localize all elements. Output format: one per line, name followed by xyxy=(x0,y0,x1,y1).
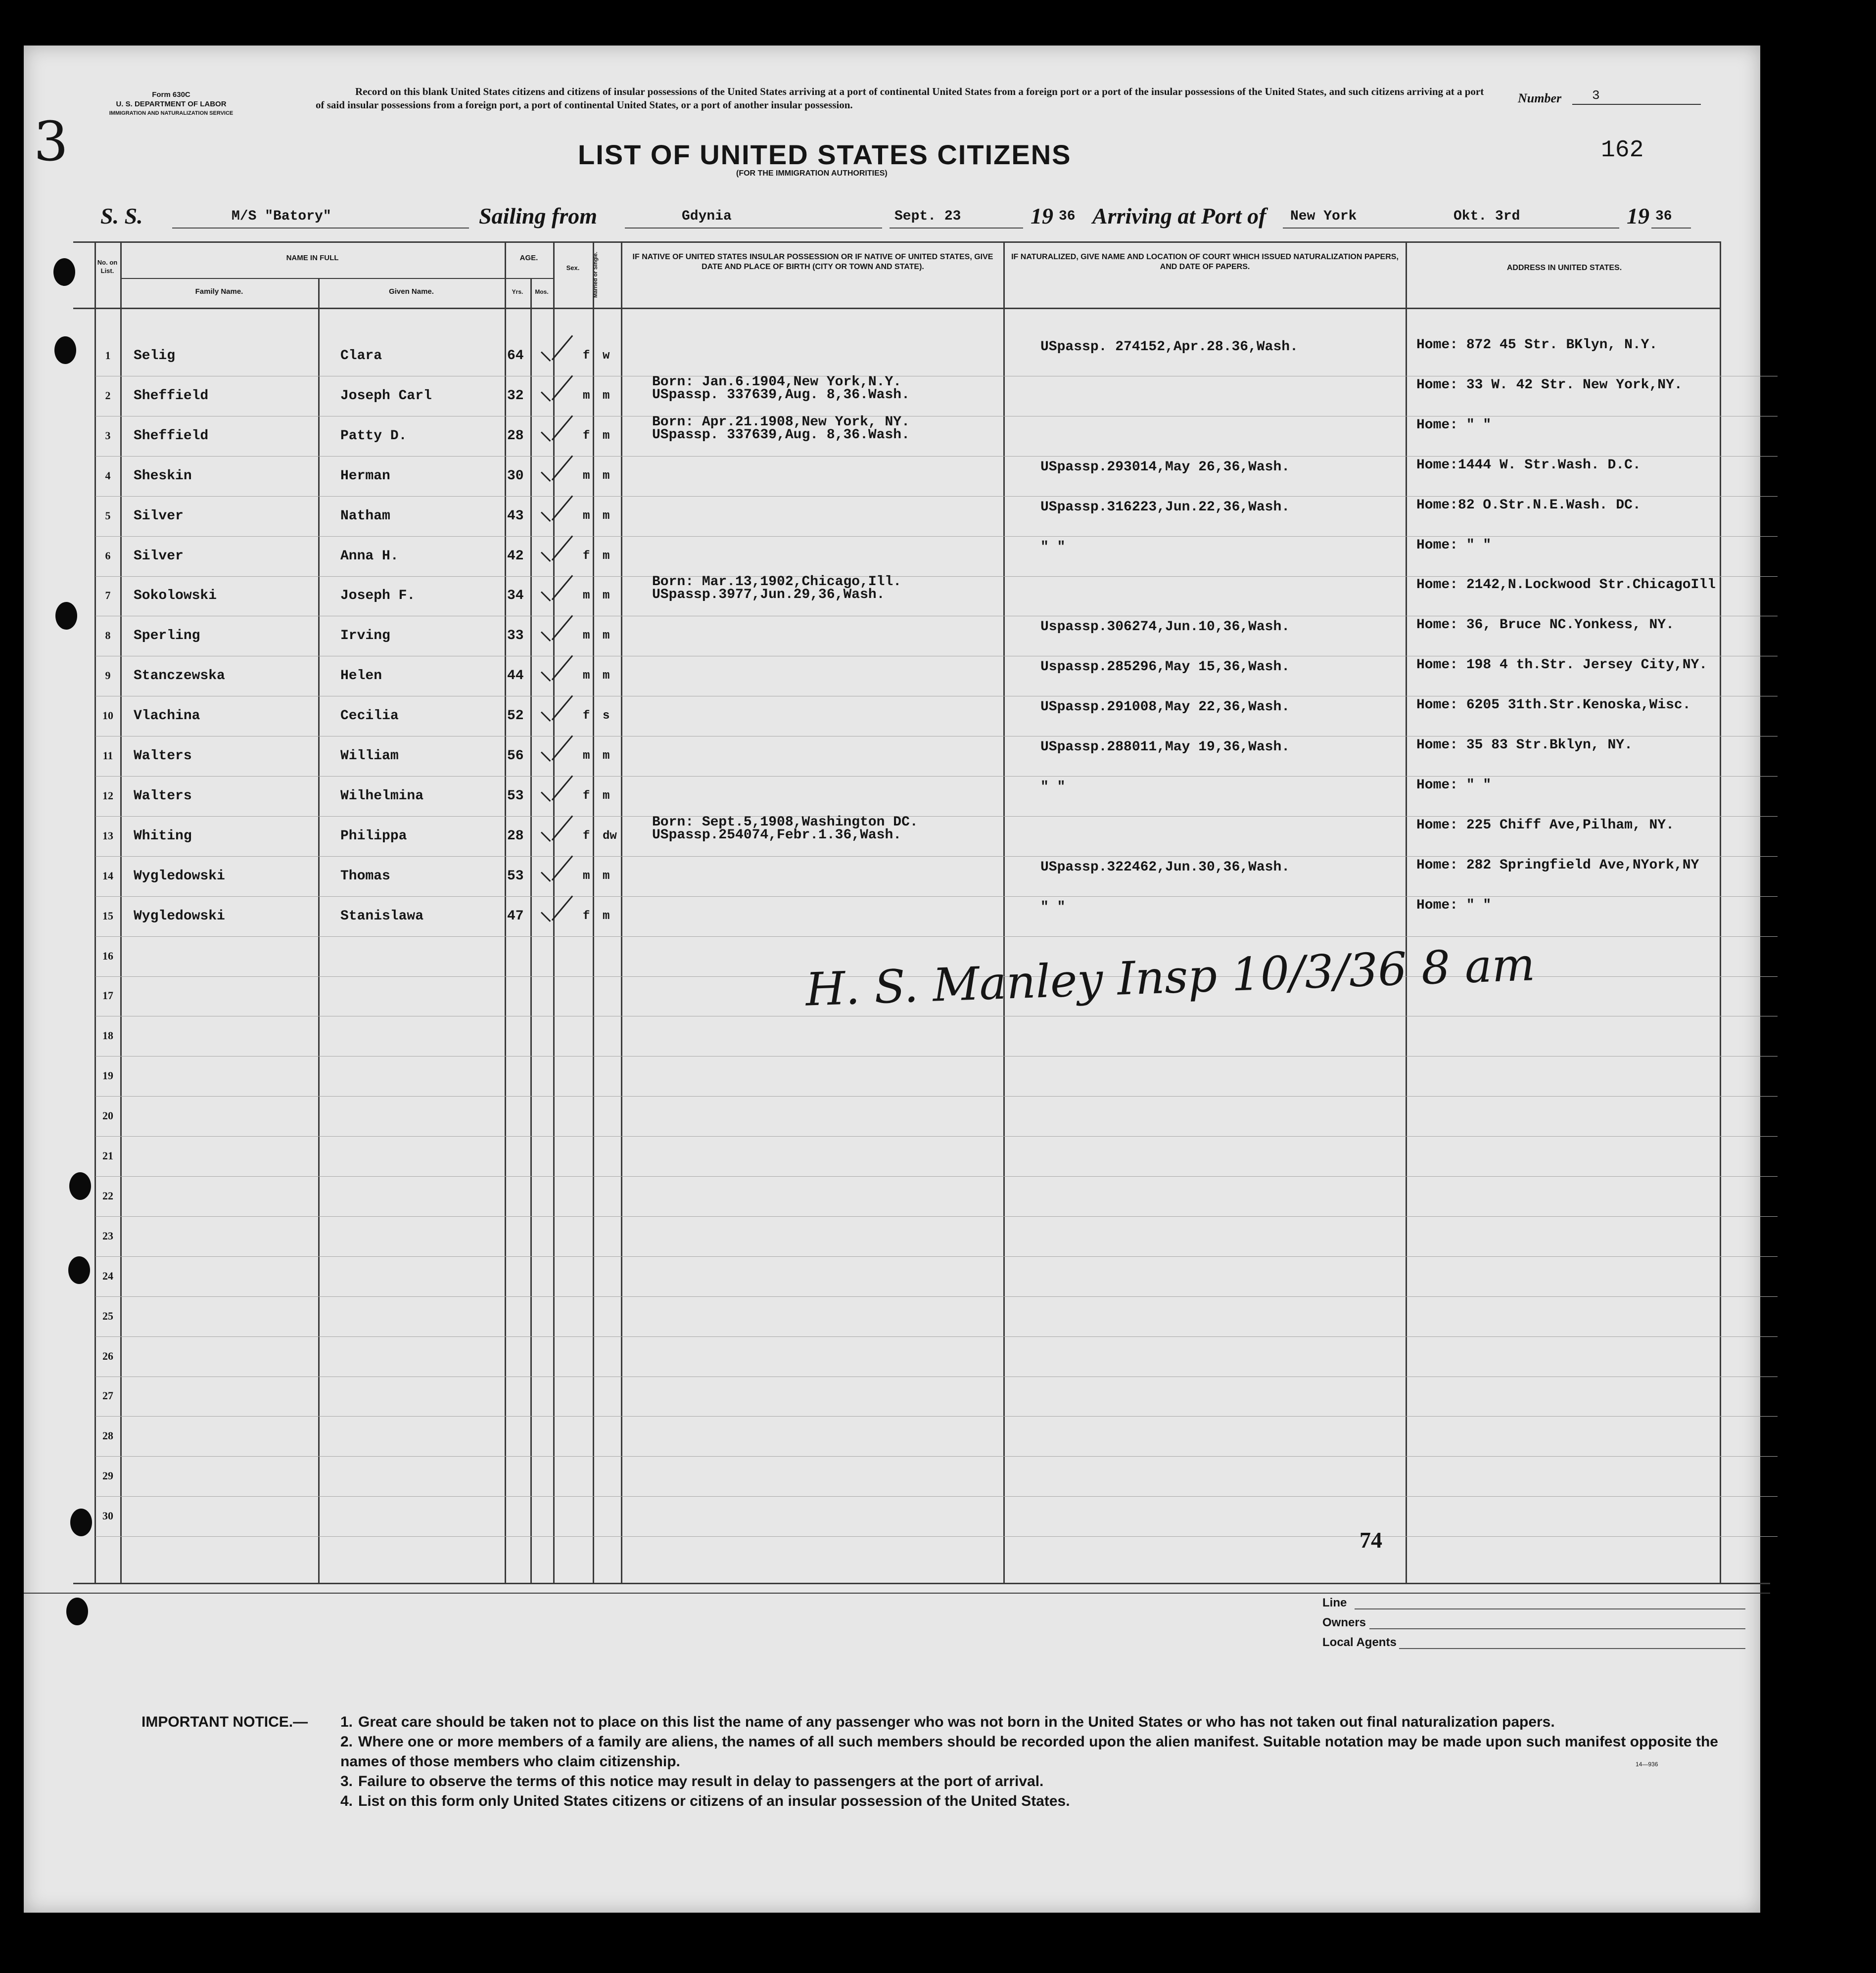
arriving-label: Arriving at Port of xyxy=(1092,203,1266,229)
row-number: 5 xyxy=(105,509,111,522)
check-mark xyxy=(552,775,573,800)
age-subheader-border xyxy=(505,278,553,279)
row-number: 4 xyxy=(105,469,111,482)
row-rule xyxy=(95,1296,1778,1297)
sex: m xyxy=(583,629,590,643)
row-number: 1 xyxy=(105,349,111,362)
sex: m xyxy=(583,869,590,883)
marital-status: m xyxy=(603,869,610,883)
family-name: Selig xyxy=(134,348,176,364)
birth-passport: USpassp.254074,Febr.1.36,Wash. xyxy=(652,827,902,843)
family-name: Vlachina xyxy=(134,708,200,724)
us-address: Home: 33 W. 42 Str. New York,NY. xyxy=(1416,377,1683,393)
given-name: Natham xyxy=(340,508,390,524)
naturalization: USpassp.316223,Jun.22,36,Wash. xyxy=(1040,499,1290,515)
family-name: Silver xyxy=(134,548,184,564)
col-border xyxy=(318,278,320,1584)
given-name: Joseph F. xyxy=(340,588,416,604)
line-underline xyxy=(1355,1608,1745,1609)
us-address: Home: 35 83 Str.Bklyn, NY. xyxy=(1416,737,1633,753)
marital-status: m xyxy=(603,429,610,443)
us-address: Home: 198 4 th.Str. Jersey City,NY. xyxy=(1416,657,1708,673)
check-mark xyxy=(552,615,573,641)
sex: m xyxy=(583,469,590,483)
ss-label: S. S. xyxy=(100,203,143,229)
marital-status: m xyxy=(603,389,610,403)
sex: f xyxy=(583,549,590,563)
check-mark xyxy=(552,415,573,440)
page-number: 162 xyxy=(1601,137,1644,164)
form-title: LIST OF UNITED STATES CITIZENS xyxy=(578,139,1072,170)
row-number: 11 xyxy=(102,749,113,762)
notice-text: Where one or more members of a family are aliens, the names of all such members should be recorded upon the alien manifest. Suitable notation may be made upon such manifest opposite the names of those members who claim citizenship. xyxy=(340,1734,1718,1770)
given-name: Wilhelmina xyxy=(340,788,424,804)
manifest-page xyxy=(24,46,1760,1913)
family-name: Wygledowski xyxy=(134,908,225,924)
check-mark xyxy=(541,592,551,602)
arrival-year-prefix: 19 xyxy=(1627,203,1649,229)
age-years: 53 xyxy=(507,868,524,884)
notice-item xyxy=(340,1732,1760,1772)
check-mark xyxy=(552,335,573,361)
marital-status: w xyxy=(603,349,610,363)
header-name-in-full: NAME IN FULL xyxy=(286,254,339,262)
notice-item xyxy=(340,1791,1760,1811)
given-name: Irving xyxy=(340,628,390,644)
birth-info: Born: Jan.6.1904,New York,N.Y. xyxy=(652,374,902,390)
row-rule xyxy=(95,856,1778,857)
marital-status: m xyxy=(603,789,610,803)
row-number: 7 xyxy=(105,589,111,602)
given-name: Helen xyxy=(340,668,382,684)
naturalization: USpassp.291008,May 22,36,Wash. xyxy=(1040,699,1290,715)
us-address: Home: " " xyxy=(1416,777,1492,793)
naturalization: USpassp.322462,Jun.30,36,Wash. xyxy=(1040,859,1290,875)
check-mark xyxy=(541,551,551,562)
sailing-label: Sailing from xyxy=(479,203,598,229)
row-number: 21 xyxy=(102,1149,113,1162)
us-address: Home: 282 Springfield Ave,NYork,NY xyxy=(1416,857,1699,873)
row-rule xyxy=(95,1456,1778,1457)
row-number: 17 xyxy=(102,989,113,1002)
check-mark xyxy=(541,831,551,842)
number-underline xyxy=(1572,104,1701,105)
row-number: 8 xyxy=(105,629,111,642)
sex: m xyxy=(583,389,590,403)
row-rule xyxy=(95,1096,1778,1097)
check-mark xyxy=(552,735,573,761)
check-mark xyxy=(552,375,573,400)
birth-info: Born: Apr.21.1908,New York, NY. xyxy=(652,414,910,430)
check-mark xyxy=(541,712,551,722)
table-bottom-border-2 xyxy=(24,1593,1770,1594)
row-rule xyxy=(95,1336,1778,1337)
name-subheader-border xyxy=(120,278,526,279)
given-name: Stanislawa xyxy=(340,908,424,924)
header-married-single: Married or Single. xyxy=(593,252,599,298)
arrival-year: 36 xyxy=(1655,209,1672,224)
given-name: Cecilia xyxy=(340,708,399,724)
given-name: Herman xyxy=(340,468,390,484)
age-years: 43 xyxy=(507,508,524,524)
margin-mark: 3 xyxy=(34,110,68,173)
check-mark xyxy=(541,751,551,762)
notice-text: Great care should be taken not to place on this list the name of any passenger who was not born in the United States or who has not taken out final naturalization papers. xyxy=(358,1714,1555,1730)
given-name: Clara xyxy=(340,348,382,364)
us-address: Home: 36, Bruce NC.Yonkess, NY. xyxy=(1416,617,1674,633)
given-name: Anna H. xyxy=(340,548,399,564)
row-rule xyxy=(95,896,1778,897)
us-address: Home: " " xyxy=(1416,897,1492,913)
birth-passport: USpassp. 337639,Aug. 8,36.Wash. xyxy=(652,387,910,403)
row-number: 26 xyxy=(102,1349,113,1362)
row-number: 30 xyxy=(102,1510,113,1522)
punch-hole xyxy=(54,336,76,364)
notice-number: 3. xyxy=(340,1773,353,1789)
family-name: Sheskin xyxy=(134,468,192,484)
row-number: 25 xyxy=(102,1309,113,1322)
header-no: No. on List. xyxy=(97,259,118,275)
birth-info: Born: Sept.5,1908,Washington DC. xyxy=(652,814,918,830)
ship-name: M/S "Batory" xyxy=(232,209,331,224)
row-number: 15 xyxy=(102,909,113,922)
age-years: 47 xyxy=(507,908,524,924)
sex: m xyxy=(583,749,590,763)
header-age-months: Mos. xyxy=(535,288,549,295)
birth-info: Born: Mar.13,1902,Chicago,Ill. xyxy=(652,574,902,590)
age-years: 56 xyxy=(507,748,524,764)
row-number: 6 xyxy=(105,549,111,562)
age-years: 28 xyxy=(507,828,524,844)
notice-item xyxy=(340,1772,1760,1791)
number-value: 3 xyxy=(1592,88,1600,103)
row-rule xyxy=(95,1416,1778,1417)
marital-status: m xyxy=(603,509,610,523)
check-mark xyxy=(552,655,573,681)
check-mark xyxy=(552,535,573,560)
sailing-year-prefix: 19 xyxy=(1031,203,1053,229)
notice-number: 4. xyxy=(340,1793,353,1809)
age-years: 52 xyxy=(507,708,524,724)
row-number: 22 xyxy=(102,1189,113,1202)
sailing-year: 36 xyxy=(1059,209,1076,224)
table-bottom-border xyxy=(73,1583,1770,1584)
arrival-date: Okt. 3rd xyxy=(1454,209,1520,224)
check-mark xyxy=(541,351,551,362)
check-mark xyxy=(552,495,573,520)
family-name: Whiting xyxy=(134,828,192,844)
family-name: Walters xyxy=(134,788,192,804)
punch-hole xyxy=(68,1256,90,1284)
col-border xyxy=(1406,241,1407,1584)
header-sex: Sex. xyxy=(566,264,580,272)
check-mark xyxy=(541,391,551,402)
age-years: 44 xyxy=(507,668,524,684)
family-name: Sperling xyxy=(134,628,200,644)
header-given-name: Given Name. xyxy=(389,287,434,296)
row-number: 2 xyxy=(105,389,111,402)
sex: f xyxy=(583,709,590,723)
row-number: 13 xyxy=(102,829,113,842)
col-border xyxy=(505,241,506,1584)
naturalization: Uspassp.285296,May 15,36,Wash. xyxy=(1040,659,1290,675)
marital-status: m xyxy=(603,669,610,683)
row-number: 29 xyxy=(102,1469,113,1482)
col-border xyxy=(530,278,532,1584)
row-number: 28 xyxy=(102,1429,113,1442)
us-address: Home: " " xyxy=(1416,537,1492,553)
us-address: Home: 2142,N.Lockwood Str.ChicagoIll xyxy=(1416,577,1716,593)
check-mark xyxy=(552,815,573,840)
col-border xyxy=(621,241,622,1584)
form-identifier xyxy=(87,90,255,118)
marital-status: dw xyxy=(603,829,617,843)
local-agents-label: Local Agents xyxy=(1322,1636,1397,1649)
check-mark xyxy=(541,791,551,802)
inspector-signature: H. S. Manley Insp 10/3/36 8 am xyxy=(804,938,1536,1016)
page-stamp: 74 xyxy=(1360,1527,1382,1553)
notice-heading: IMPORTANT NOTICE.— xyxy=(141,1714,308,1730)
age-years: 30 xyxy=(507,468,524,484)
row-rule xyxy=(95,1496,1778,1497)
check-mark xyxy=(552,895,573,920)
row-number: 23 xyxy=(102,1229,113,1242)
row-rule xyxy=(95,816,1778,817)
marital-status: m xyxy=(603,589,610,603)
row-number: 19 xyxy=(102,1069,113,1082)
family-name: Sheffield xyxy=(134,388,209,404)
notice-text: Failure to observe the terms of this notice may result in delay to passengers at the port of arrival. xyxy=(358,1773,1044,1789)
punch-hole xyxy=(53,258,75,286)
year-underline xyxy=(1651,228,1691,229)
department-name: U. S. DEPARTMENT OF LABOR xyxy=(116,100,227,108)
marital-status: m xyxy=(603,629,610,643)
us-address: Home:82 O.Str.N.E.Wash. DC. xyxy=(1416,497,1641,513)
table-top-border xyxy=(73,241,1721,243)
table-header-border xyxy=(73,308,1721,309)
notice-number: 2. xyxy=(340,1734,353,1750)
birth-passport: USpassp. 337639,Aug. 8,36.Wash. xyxy=(652,427,910,443)
us-address: Home: 225 Chiff Ave,Pilham, NY. xyxy=(1416,817,1674,833)
row-number: 14 xyxy=(102,869,113,882)
age-years: 42 xyxy=(507,548,524,564)
row-number: 12 xyxy=(102,789,113,802)
age-years: 32 xyxy=(507,388,524,404)
check-mark xyxy=(541,912,551,922)
birth-passport: USpassp.3977,Jun.29,36,Wash. xyxy=(652,587,885,603)
line-label: Line xyxy=(1322,1596,1347,1609)
col-border xyxy=(553,241,555,1584)
given-name: Patty D. xyxy=(340,428,407,444)
row-rule xyxy=(95,776,1778,777)
marital-status: m xyxy=(603,549,610,563)
naturalization: USpassp.288011,May 19,36,Wash. xyxy=(1040,739,1290,755)
owners-label: Owners xyxy=(1322,1616,1366,1629)
check-mark xyxy=(552,455,573,480)
sailing-date: Sept. 23 xyxy=(894,209,961,224)
row-number: 3 xyxy=(105,429,111,442)
row-rule xyxy=(95,1536,1778,1537)
col-border xyxy=(1720,241,1721,1584)
naturalization: Uspassp.306274,Jun.10,36,Wash. xyxy=(1040,619,1290,635)
sex: m xyxy=(583,509,590,523)
age-years: 34 xyxy=(507,588,524,604)
number-label: Number xyxy=(1518,91,1562,105)
row-rule xyxy=(95,576,1778,577)
check-mark xyxy=(552,855,573,880)
arrival-underline xyxy=(1283,228,1619,229)
age-years: 64 xyxy=(507,348,524,364)
naturalization: USpassp. 274152,Apr.28.36,Wash. xyxy=(1040,339,1298,355)
check-mark xyxy=(541,431,551,442)
ship-underline xyxy=(172,228,469,229)
row-rule xyxy=(95,1216,1778,1217)
family-name: Sheffield xyxy=(134,428,209,444)
row-number: 27 xyxy=(102,1389,113,1402)
form-instructions: Record on this blank United States citizens and citizens of insular possessions of the United States arriving at a port of continental United States from a foreign port or a port of the insular possessions of the United States, and such citizens arriving at a port of said insular possessions from a foreign port, a port of continental United States, or a port of another insular possession. xyxy=(316,86,1484,111)
sex: f xyxy=(583,829,590,843)
check-mark xyxy=(541,511,551,522)
row-number: 18 xyxy=(102,1029,113,1042)
local-agents-underline xyxy=(1399,1648,1745,1649)
sex: f xyxy=(583,909,590,923)
row-number: 24 xyxy=(102,1269,113,1282)
given-name: Joseph Carl xyxy=(340,388,432,404)
naturalization: " " xyxy=(1040,899,1066,915)
given-name: Thomas xyxy=(340,868,390,884)
sex: f xyxy=(583,429,590,443)
naturalization: " " xyxy=(1040,539,1066,555)
naturalization: USpassp.293014,May 26,36,Wash. xyxy=(1040,459,1290,475)
row-rule xyxy=(95,936,1778,937)
service-name: IMMIGRATION AND NATURALIZATION SERVICE xyxy=(109,110,234,116)
check-mark xyxy=(541,632,551,642)
sex: m xyxy=(583,589,590,603)
check-mark xyxy=(541,672,551,682)
given-name: William xyxy=(340,748,399,764)
punch-hole xyxy=(55,602,77,630)
family-name: Silver xyxy=(134,508,184,524)
us-address: Home: 6205 31th.Str.Kenoska,Wisc. xyxy=(1416,697,1691,713)
punch-hole xyxy=(66,1598,88,1625)
header-age: AGE. xyxy=(519,254,538,262)
family-name: Stanczewska xyxy=(134,668,225,684)
family-name: Walters xyxy=(134,748,192,764)
sailing-underline xyxy=(625,228,882,229)
row-rule xyxy=(95,1256,1778,1257)
sex: m xyxy=(583,669,590,683)
us-address: Home: 872 45 Str. BKlyn, N.Y. xyxy=(1416,337,1658,353)
notice-number: 1. xyxy=(340,1714,353,1730)
us-address: Home:1444 W. Str.Wash. D.C. xyxy=(1416,457,1641,473)
header-native: IF NATIVE OF UNITED STATES INSULAR POSSESSION OR IF NATIVE OF UNITED STATES, GIVE DATE AND PLACE OF BIRTH (CITY OR TOWN AND STATE). xyxy=(632,253,993,271)
owners-underline xyxy=(1369,1628,1745,1629)
check-mark xyxy=(552,575,573,600)
age-years: 33 xyxy=(507,628,524,644)
header-address: ADDRESS IN UNITED STATES. xyxy=(1506,264,1622,272)
row-number: 9 xyxy=(105,669,111,682)
notice-text: List on this form only United States citizens or citizens of an insular possession of the United States. xyxy=(358,1793,1070,1809)
header-naturalized: IF NATURALIZED, GIVE NAME AND LOCATION OF COURT WHICH ISSUED NATURALIZATION PAPERS, AND DATE OF PAPERS. xyxy=(1011,253,1399,271)
punch-hole xyxy=(70,1509,92,1536)
marital-status: m xyxy=(603,469,610,483)
naturalization: " " xyxy=(1040,779,1066,795)
marital-status: s xyxy=(603,709,610,723)
footer-code: 14—936 xyxy=(1636,1761,1658,1768)
family-name: Sokolowski xyxy=(134,588,217,604)
given-name: Philippa xyxy=(340,828,407,844)
row-rule xyxy=(95,456,1778,457)
sailing-port: Gdynia xyxy=(682,209,732,224)
check-mark xyxy=(541,872,551,882)
row-number: 10 xyxy=(102,709,113,722)
date-underline xyxy=(890,228,1023,229)
marital-status: m xyxy=(603,909,610,923)
sex: f xyxy=(583,349,590,363)
row-rule xyxy=(95,536,1778,537)
row-number: 16 xyxy=(102,949,113,962)
col-border xyxy=(1003,241,1005,1584)
family-name: Wygledowski xyxy=(134,868,225,884)
arrival-port: New York xyxy=(1290,209,1357,224)
check-mark xyxy=(541,471,551,482)
punch-hole xyxy=(69,1172,91,1200)
row-rule xyxy=(95,496,1778,497)
row-number: 20 xyxy=(102,1109,113,1122)
row-rule xyxy=(95,1136,1778,1137)
us-address: Home: " " xyxy=(1416,417,1492,433)
row-rule xyxy=(95,1176,1778,1177)
check-mark xyxy=(552,695,573,721)
col-border xyxy=(593,241,594,1584)
header-age-years: Yrs. xyxy=(512,288,523,295)
marital-status: m xyxy=(603,749,610,763)
age-years: 28 xyxy=(507,428,524,444)
header-family-name: Family Name. xyxy=(195,287,243,296)
form-number: Form 630C xyxy=(152,91,190,99)
notice-item xyxy=(340,1712,1760,1732)
form-subtitle: (FOR THE IMMIGRATION AUTHORITIES) xyxy=(736,169,888,178)
sex: f xyxy=(583,789,590,803)
age-years: 53 xyxy=(507,788,524,804)
